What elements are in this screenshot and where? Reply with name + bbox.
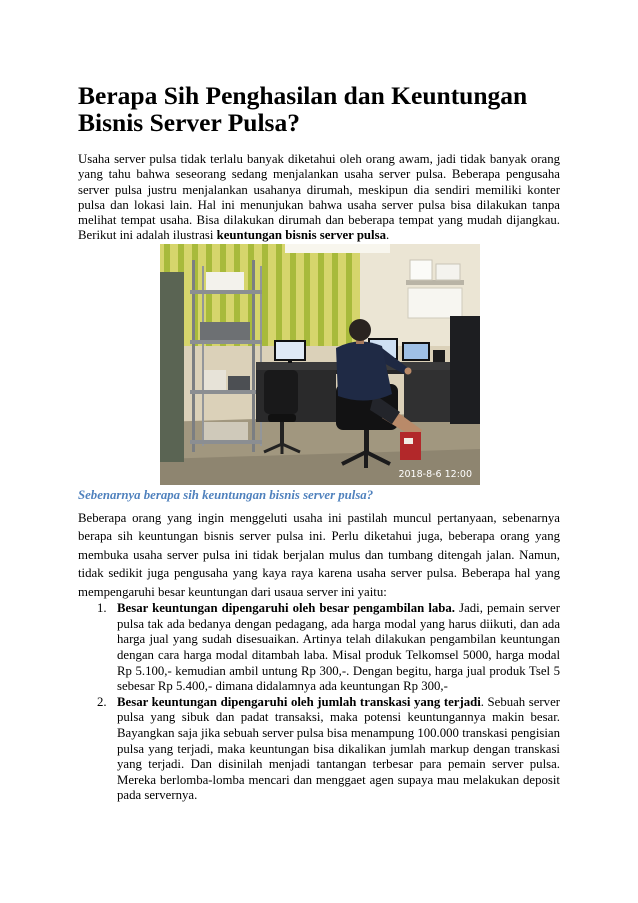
rack-printer: [200, 322, 250, 340]
photo-timestamp: 2018-8-6 12:00: [398, 468, 472, 480]
list-item: [78, 695, 560, 804]
rack-white-box: [206, 272, 244, 290]
list-item-text: Jadi, pemain server pulsa tak ada bedanya dengan pedagang, ada harga modal yang harus diikuti, dan ada harga jual yang sudah disesuaikan. Artinya telah dilakukan pengambilan keuntungan dengan cara harga modal ditambah laba. Misal produk Telkomsel 5000, harga modal Rp 5.100,- kemudian ambil untung Rp 300,-. Dengan begitu, harga jual produk Tsel 5 sebesar Rp 5.400,- dimana didalamnya ada keuntungan Rp 300,-: [117, 601, 560, 694]
left-curtain: [160, 272, 184, 462]
section-body: Beberapa orang yang ingin menggeluti usaha ini pastilah muncul pertanyaan, sebenarnya berapa sih keuntungan bisnis server pulsa ini. Perlu diketahui juga, beberapa orang yang membuka usaha server pulsa ini tidak berjalan mulus dan tumbang ditengah jalan. Namun, tidak sedikit juga pengusaha yang kaya raya karena usaha server pulsa. Beberapa hal yang mempengaruhi besar keuntungan dari usaua server ini yaitu:: [78, 510, 560, 599]
section-heading: Sebenarnya berapa sih keuntungan bisnis server pulsa?: [78, 487, 374, 502]
article-title-line-1: Berapa Sih Penghasilan dan Keuntungan: [78, 81, 528, 110]
right-monitor: [402, 342, 430, 361]
article-title-line-2: Bisnis Server Pulsa?: [78, 108, 300, 137]
list-item-text: . Sebuah server pulsa yang sibuk dan padat transaksi, maka potensi keuntungannya makin besar. Bayangkan saja jika sebuah server pulsa bisa menampung 100.000 transkasi pengisian pulsa yang terjadi, maka keuntungan bisa dikalikan jumlah markup dengan transkasi yang terjadi. Dan disinilah menjadi tantangan terbesar para pemain server pulsa. Mereka berlomba-lomba mencari dan menggaet agen supaya mau melakukan deposit pada servernya.: [117, 694, 561, 803]
man-hand: [405, 367, 412, 374]
desk-speaker: [433, 350, 445, 362]
red-box: [400, 432, 421, 460]
intro-text: Usaha server pulsa tidak terlalu banyak diketahui oleh orang awam, jadi tidak banyak orang yang tahu bahwa seseorang sedang menjalankan usaha server pulsa. Beberapa pengusaha server pulsa justru menjalankan usahanya dirumah, meskipun dia sendiri memiliki konter pulsa dan lokasi lain. Hal ini menunjukan bahwa usaha server pulsa bisa dilakukan tanpa melihat tempat usaha. Bisa dilakukan dirumah dan beberapa tempat yang mudah dijangkau. Berikut ini adalah ilustrasi: [78, 152, 560, 243]
list-number: 1.: [97, 601, 107, 616]
office-photo: [160, 244, 480, 485]
black-cabinet: [450, 316, 480, 424]
intro-bold-text: keuntungan bisnis server pulsa: [216, 228, 386, 243]
intro-tail: .: [386, 228, 390, 243]
man-head: [349, 319, 371, 341]
intro-paragraph: [78, 152, 560, 244]
article-title: [78, 82, 560, 136]
list-item: [78, 601, 560, 695]
ceiling-light: [285, 244, 390, 253]
list-item-bold: Besar keuntungan dipengaruhi oleh jumlah transkasi yang terjadi: [117, 694, 481, 709]
factors-list: [78, 601, 560, 804]
document-page: [78, 82, 560, 804]
list-item-bold: Besar keuntungan dipengaruhi oleh besar pengambilan laba.: [117, 601, 455, 616]
list-number: 2.: [97, 694, 107, 709]
left-monitor: [274, 340, 306, 363]
